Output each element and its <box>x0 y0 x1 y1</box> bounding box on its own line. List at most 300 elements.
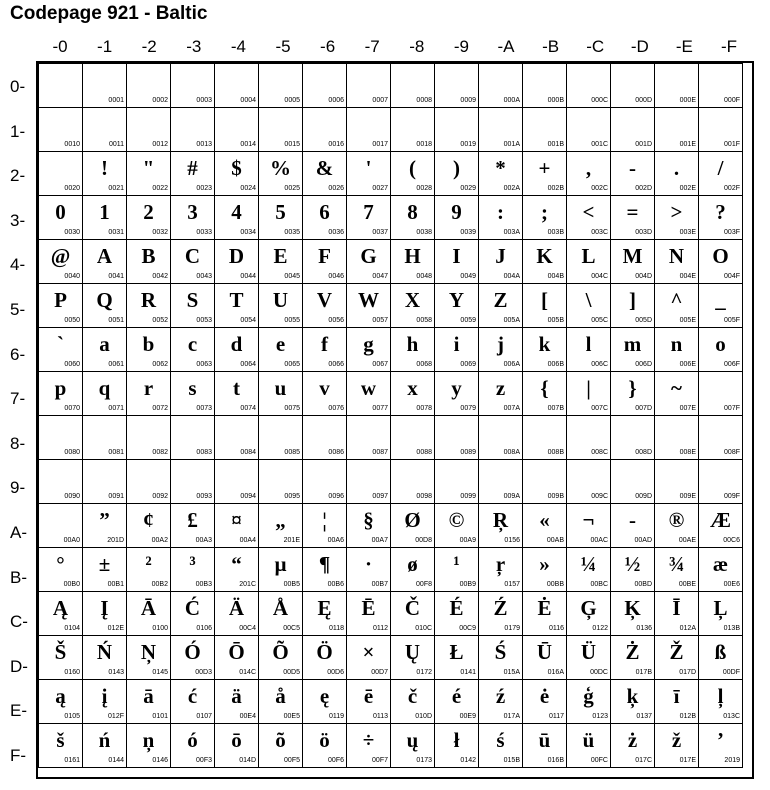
char-glyph: ń <box>98 728 111 752</box>
char-code: 009D <box>635 493 652 500</box>
char-glyph: „ <box>275 508 286 532</box>
char-code: 005E <box>679 317 696 324</box>
char-cell <box>567 152 611 196</box>
char-code: 00F8 <box>416 581 432 588</box>
char-code: 0136 <box>636 625 652 632</box>
char-glyph: ä <box>231 684 242 708</box>
char-code: 0057 <box>372 317 388 324</box>
char-cell <box>39 372 83 416</box>
char-code: 014D <box>239 757 256 764</box>
char-glyph: e <box>275 332 286 356</box>
char-glyph: č <box>407 684 418 708</box>
char-glyph: = <box>626 200 639 224</box>
row-header: 6- <box>10 344 26 364</box>
char-code: 0082 <box>152 449 168 456</box>
char-code: 00AD <box>634 537 652 544</box>
char-glyph: ū <box>538 728 551 752</box>
char-code: 0061 <box>108 361 124 368</box>
char-glyph: ` <box>57 332 64 356</box>
char-code: 003C <box>591 229 608 236</box>
char-code: 201C <box>239 581 256 588</box>
char-code: 0045 <box>284 273 300 280</box>
char-code: 007A <box>503 405 520 412</box>
char-code: 00A0 <box>63 537 80 544</box>
char-cell <box>83 64 127 108</box>
char-code: 0039 <box>460 229 476 236</box>
char-code: 0091 <box>108 493 124 500</box>
char-code: 00B9 <box>459 581 476 588</box>
char-glyph: ¦ <box>322 508 327 532</box>
char-cell <box>699 636 743 680</box>
char-glyph: 3 <box>187 200 198 224</box>
char-code: 0073 <box>196 405 212 412</box>
char-cell <box>435 504 479 548</box>
char-code: 0020 <box>64 185 80 192</box>
char-glyph: ? <box>715 200 726 224</box>
char-cell <box>567 504 611 548</box>
char-glyph: Ū <box>536 640 553 664</box>
char-glyph: @ <box>50 244 71 268</box>
char-glyph: Ż <box>625 640 640 664</box>
char-glyph: Ć <box>184 596 201 620</box>
char-glyph: p <box>54 376 67 400</box>
char-code: 0142 <box>460 757 476 764</box>
char-cell <box>523 152 567 196</box>
char-code: 0090 <box>64 493 80 500</box>
char-glyph: u <box>274 376 287 400</box>
char-glyph: U <box>272 288 289 312</box>
char-cell <box>435 724 479 768</box>
char-glyph: l <box>585 332 592 356</box>
char-code: 0025 <box>284 185 300 192</box>
char-glyph: X <box>404 288 421 312</box>
char-code: 00FC <box>590 757 608 764</box>
char-glyph: ŗ <box>495 552 506 576</box>
char-cell <box>479 328 523 372</box>
char-code: 007E <box>679 405 696 412</box>
char-code: 00E6 <box>723 581 740 588</box>
char-glyph: w <box>360 376 377 400</box>
char-code: 001E <box>679 141 696 148</box>
char-cell <box>699 372 743 416</box>
char-cell <box>567 724 611 768</box>
char-cell <box>435 284 479 328</box>
char-cell <box>611 152 655 196</box>
char-code: 0079 <box>460 405 476 412</box>
char-cell <box>611 108 655 152</box>
column-header: -2 <box>141 37 157 56</box>
char-cell <box>391 196 435 240</box>
char-cell <box>39 636 83 680</box>
char-cell <box>303 64 347 108</box>
char-cell <box>655 504 699 548</box>
char-cell <box>391 724 435 768</box>
char-code: 00B2 <box>151 581 168 588</box>
char-code: 014C <box>239 669 256 676</box>
char-cell <box>347 372 391 416</box>
row-header: D- <box>10 656 28 676</box>
char-glyph: - <box>629 156 636 180</box>
char-code: 002E <box>679 185 696 192</box>
char-code: 0011 <box>108 141 124 148</box>
char-cell <box>259 548 303 592</box>
char-cell <box>435 196 479 240</box>
char-cell <box>171 196 215 240</box>
char-code: 013C <box>723 713 740 720</box>
char-cell <box>611 64 655 108</box>
char-cell <box>215 724 259 768</box>
char-cell <box>611 416 655 460</box>
char-code: 002F <box>724 185 740 192</box>
char-glyph: | <box>586 376 591 400</box>
char-glyph: r <box>143 376 154 400</box>
char-glyph: ¾ <box>668 552 685 576</box>
char-cell <box>479 108 523 152</box>
char-cell <box>259 372 303 416</box>
char-code: 00E9 <box>459 713 476 720</box>
char-code: 017D <box>679 669 696 676</box>
char-cell <box>303 460 347 504</box>
char-cell <box>347 328 391 372</box>
char-code: 0144 <box>108 757 124 764</box>
char-cell <box>567 416 611 460</box>
char-cell <box>611 284 655 328</box>
row-header: 8- <box>10 433 26 453</box>
char-cell <box>611 680 655 724</box>
char-glyph: Ā <box>140 596 157 620</box>
row-header: A- <box>10 523 27 542</box>
char-code: 017C <box>635 757 652 764</box>
char-code: 00C6 <box>723 537 740 544</box>
char-code: 201D <box>107 537 124 544</box>
char-cell <box>567 64 611 108</box>
char-cell <box>83 196 127 240</box>
char-glyph: , <box>585 156 592 180</box>
char-code: 000E <box>679 97 696 104</box>
char-code: 007B <box>547 405 564 412</box>
char-code: 0021 <box>108 185 124 192</box>
char-cell <box>391 680 435 724</box>
table-row <box>39 284 743 328</box>
char-cell <box>655 592 699 636</box>
char-glyph: õ <box>275 728 286 752</box>
char-glyph: + <box>538 156 551 180</box>
char-glyph: ÷ <box>362 728 375 752</box>
row-header: 3- <box>10 210 26 230</box>
char-glyph: ö <box>319 728 330 752</box>
char-code: 0071 <box>108 405 124 412</box>
char-cell <box>83 284 127 328</box>
char-glyph: q <box>98 376 111 400</box>
char-glyph: ż <box>627 728 638 752</box>
char-cell <box>567 196 611 240</box>
char-glyph: Ü <box>580 640 597 664</box>
char-glyph: Ś <box>494 640 507 664</box>
char-code: 00BD <box>634 581 652 588</box>
table-row <box>39 636 743 680</box>
char-cell <box>259 196 303 240</box>
char-cell <box>83 636 127 680</box>
char-glyph: ó <box>187 728 198 752</box>
char-cell <box>83 460 127 504</box>
page-title: Codepage 921 - Baltic <box>10 3 208 24</box>
char-cell <box>347 64 391 108</box>
char-cell <box>303 724 347 768</box>
char-code: 0033 <box>196 229 212 236</box>
char-code: 0112 <box>372 625 388 632</box>
column-header: -F <box>720 37 738 56</box>
char-cell <box>171 240 215 284</box>
char-glyph: v <box>319 376 330 400</box>
char-code: 00A6 <box>327 537 344 544</box>
char-cell <box>655 416 699 460</box>
char-glyph: ė <box>539 684 550 708</box>
char-cell <box>171 592 215 636</box>
char-glyph: Ķ <box>624 596 641 620</box>
char-glyph: Ø <box>404 508 421 532</box>
char-code: 0072 <box>152 405 168 412</box>
char-code: 0016 <box>328 141 344 148</box>
char-code: 00C9 <box>459 625 476 632</box>
column-header: -A <box>497 37 515 56</box>
char-cell <box>347 724 391 768</box>
char-cell <box>303 504 347 548</box>
char-glyph: Ń <box>96 640 113 664</box>
column-header: -C <box>586 37 605 56</box>
char-code: 008F <box>724 449 740 456</box>
char-code: 0015 <box>284 141 300 148</box>
char-code: 0018 <box>416 141 432 148</box>
char-cell <box>523 240 567 284</box>
char-code: 008A <box>503 449 520 456</box>
char-code: 0004 <box>240 97 256 104</box>
char-cell <box>347 548 391 592</box>
char-cell <box>83 152 127 196</box>
table-row <box>39 328 743 372</box>
char-code: 0092 <box>152 493 168 500</box>
char-code: 0077 <box>372 405 388 412</box>
char-cell <box>435 108 479 152</box>
char-cell <box>567 680 611 724</box>
char-code: 004E <box>679 273 696 280</box>
char-cell <box>655 64 699 108</box>
char-code: 016B <box>547 757 564 764</box>
char-code: 0172 <box>416 669 432 676</box>
char-code: 006E <box>679 361 696 368</box>
char-glyph: Ó <box>184 640 201 664</box>
char-code: 00A4 <box>239 537 256 544</box>
char-cell <box>347 460 391 504</box>
char-code: 0048 <box>416 273 432 280</box>
char-cell <box>391 416 435 460</box>
char-code: 00D5 <box>283 669 300 676</box>
char-glyph: ¹ <box>453 552 460 576</box>
char-cell <box>391 108 435 152</box>
char-cell <box>347 504 391 548</box>
char-cell <box>699 680 743 724</box>
char-code: 00AC <box>590 537 608 544</box>
char-cell <box>127 284 171 328</box>
char-cell <box>655 284 699 328</box>
char-glyph: Ž <box>669 640 684 664</box>
char-code: 00A2 <box>151 537 168 544</box>
char-glyph: ± <box>98 552 111 576</box>
char-cell <box>523 108 567 152</box>
char-code: 00BB <box>546 581 564 588</box>
char-glyph: ņ <box>142 728 155 752</box>
char-code: 0066 <box>328 361 344 368</box>
char-glyph: É <box>449 596 464 620</box>
char-code: 00B1 <box>107 581 124 588</box>
char-cell <box>567 460 611 504</box>
char-code: 0009 <box>460 97 476 104</box>
char-code: 000B <box>547 97 564 104</box>
char-code: 00E4 <box>239 713 256 720</box>
char-cell <box>303 196 347 240</box>
char-cell <box>479 196 523 240</box>
char-glyph: Ä <box>228 596 245 620</box>
char-cell <box>479 724 523 768</box>
char-glyph: Ŗ <box>492 508 509 532</box>
table-row <box>39 460 743 504</box>
char-glyph: » <box>539 552 550 576</box>
char-glyph: 6 <box>319 200 330 224</box>
char-cell <box>127 636 171 680</box>
char-code: 00B3 <box>195 581 212 588</box>
char-glyph: ( <box>409 156 416 180</box>
char-cell <box>303 592 347 636</box>
char-cell <box>435 680 479 724</box>
char-glyph: Ļ <box>713 596 728 620</box>
char-code: 00F7 <box>372 757 388 764</box>
char-code: 0007 <box>372 97 388 104</box>
char-glyph: Š <box>54 640 67 664</box>
char-glyph: n <box>670 332 683 356</box>
char-code: 0049 <box>460 273 476 280</box>
char-cell <box>215 416 259 460</box>
char-cell <box>303 636 347 680</box>
char-cell <box>215 592 259 636</box>
char-cell <box>347 240 391 284</box>
char-cell <box>391 636 435 680</box>
char-glyph: é <box>451 684 462 708</box>
char-cell <box>479 372 523 416</box>
char-cell <box>523 372 567 416</box>
char-glyph: 5 <box>275 200 286 224</box>
char-cell <box>347 108 391 152</box>
char-glyph: L <box>581 244 596 268</box>
char-code: 201E <box>283 537 300 544</box>
char-glyph: R <box>140 288 157 312</box>
char-code: 002A <box>503 185 520 192</box>
char-glyph: t <box>233 376 240 400</box>
char-code: 00D3 <box>195 669 212 676</box>
char-cell <box>171 284 215 328</box>
char-glyph: F <box>318 244 331 268</box>
char-code: 0117 <box>548 713 564 720</box>
char-glyph: ~ <box>671 376 682 400</box>
char-glyph: z <box>495 376 506 400</box>
table-row <box>39 152 743 196</box>
char-cell <box>611 504 655 548</box>
char-glyph: % <box>270 156 291 180</box>
char-glyph: ģ <box>583 684 594 708</box>
char-glyph: ų <box>406 728 419 752</box>
char-glyph: į <box>101 684 108 708</box>
char-glyph: Ē <box>361 596 376 620</box>
char-code: 0006 <box>328 97 344 104</box>
char-cell <box>655 108 699 152</box>
char-code: 001C <box>591 141 608 148</box>
char-glyph: ¼ <box>580 552 597 576</box>
char-cell <box>523 504 567 548</box>
char-code: 008C <box>591 449 608 456</box>
char-glyph: Ę <box>317 596 332 620</box>
char-code: 0040 <box>64 273 80 280</box>
char-code: 007F <box>724 405 740 412</box>
char-code: 0122 <box>592 625 608 632</box>
char-glyph: C <box>184 244 201 268</box>
char-cell <box>215 196 259 240</box>
char-code: 0123 <box>592 713 608 720</box>
char-cell <box>83 724 127 768</box>
char-cell <box>127 240 171 284</box>
char-cell <box>479 680 523 724</box>
char-cell <box>699 64 743 108</box>
char-code: 003F <box>724 229 740 236</box>
char-code: 007C <box>591 405 608 412</box>
char-cell <box>523 460 567 504</box>
char-glyph: ¬ <box>582 508 595 532</box>
char-cell <box>83 108 127 152</box>
char-cell <box>611 548 655 592</box>
char-code: 0157 <box>504 581 520 588</box>
char-glyph: ź <box>495 684 506 708</box>
char-cell <box>39 284 83 328</box>
char-glyph: Ł <box>449 640 464 664</box>
char-code: 0137 <box>636 713 652 720</box>
char-glyph: f <box>321 332 328 356</box>
char-cell <box>435 372 479 416</box>
char-glyph: c <box>187 332 198 356</box>
char-cell <box>567 284 611 328</box>
char-code: 00B7 <box>371 581 388 588</box>
char-cell <box>83 240 127 284</box>
char-glyph: £ <box>187 508 198 532</box>
codepage-table <box>38 63 743 768</box>
char-code: 00BE <box>678 581 696 588</box>
char-glyph: ą <box>55 684 66 708</box>
char-code: 0067 <box>372 361 388 368</box>
char-cell <box>127 416 171 460</box>
char-code: 0119 <box>328 713 344 720</box>
char-code: 0042 <box>152 273 168 280</box>
char-glyph: I <box>452 244 461 268</box>
char-cell <box>259 460 303 504</box>
char-glyph: ¤ <box>231 508 242 532</box>
char-code: 00DF <box>722 669 740 676</box>
char-cell <box>127 372 171 416</box>
char-cell <box>611 460 655 504</box>
char-code: 0024 <box>240 185 256 192</box>
column-header: -9 <box>453 37 469 56</box>
char-code: 0058 <box>416 317 432 324</box>
char-cell <box>435 636 479 680</box>
char-glyph: o <box>715 332 726 356</box>
char-code: 009F <box>724 493 740 500</box>
char-cell <box>699 416 743 460</box>
char-cell <box>347 152 391 196</box>
